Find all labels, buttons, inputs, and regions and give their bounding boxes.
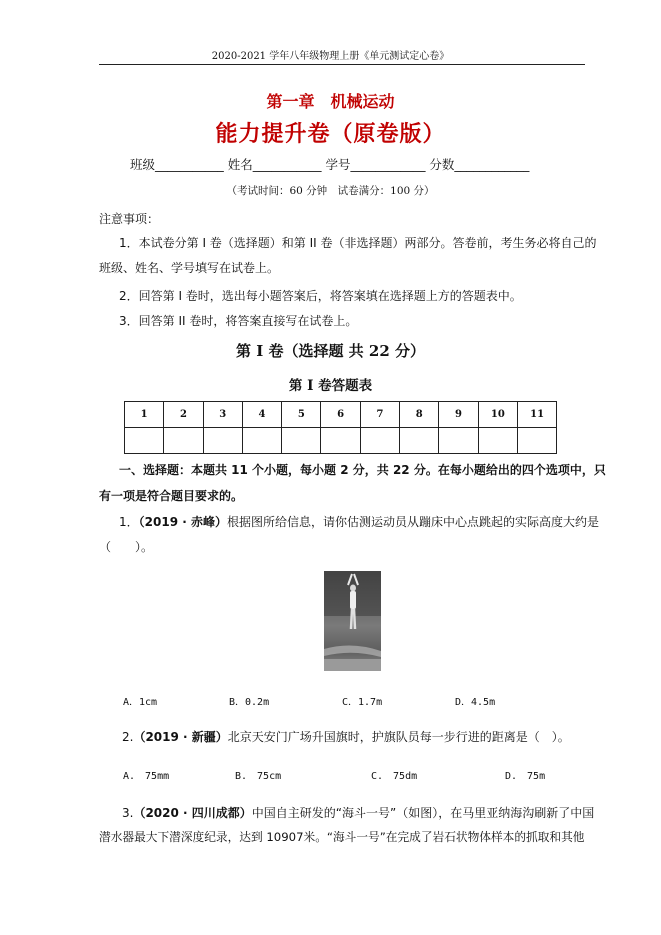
- answer-cell[interactable]: [164, 428, 203, 454]
- notes-heading: 注意事项：: [99, 212, 160, 226]
- answer-col-4: 4: [242, 402, 281, 428]
- exam-info: （考试时间：60 分钟 试卷满分：100 分）: [226, 185, 435, 197]
- answer-col-10: 10: [478, 402, 517, 428]
- answer-col-9: 9: [439, 402, 478, 428]
- question-2-source: （2019 · 新疆）: [133, 730, 228, 744]
- trampoline-photo: [324, 571, 381, 671]
- question-2-option-c[interactable]: C. 75dm: [371, 771, 418, 782]
- question-1-option-a[interactable]: A．1cm: [123, 697, 158, 708]
- question-3-line-2: 潜水器最大下潜深度纪录，达到 10907米。“海斗一号”在完成了岩石状物体样本的抓取和其他: [99, 830, 585, 844]
- answer-col-7: 7: [360, 402, 399, 428]
- answer-cell[interactable]: [439, 428, 478, 454]
- section-title: 第 I 卷（选择题 共 22 分）: [235, 342, 425, 360]
- chapter-title: 第一章 机械运动: [266, 92, 395, 111]
- answer-cell[interactable]: [321, 428, 360, 454]
- choice-intro-line-1: 一、选择题：本题共 11 个小题，每小题 2 分，共 22 分。在每小题给出的四个选项中，只: [119, 463, 606, 477]
- question-1-line-1: [119, 513, 599, 530]
- answer-cell[interactable]: [242, 428, 281, 454]
- notes-item-1-line-2: 班级、姓名、学号填写在试卷上。: [99, 261, 280, 275]
- answer-col-6: 6: [321, 402, 360, 428]
- answer-col-3: 3: [203, 402, 242, 428]
- answer-col-2: 2: [164, 402, 203, 428]
- answer-cell[interactable]: [282, 428, 321, 454]
- question-3-stem: 中国自主研发的“海斗一号”（如图），在马里亚纳海沟刷新了中国: [251, 806, 595, 820]
- answer-cell[interactable]: [360, 428, 399, 454]
- question-1-source: （2019 · 赤峰）: [138, 515, 227, 529]
- question-2-option-b[interactable]: B. 75cm: [235, 771, 282, 782]
- notes-item-2: 2．回答第 I 卷时，选出每小题答案后，将答案填在选择题上方的答题表中。: [119, 289, 522, 303]
- answer-col-1: 1: [125, 402, 164, 428]
- question-2-number: 2.: [122, 730, 134, 744]
- question-2-option-a[interactable]: A. 75mm: [123, 771, 170, 782]
- answer-cell[interactable]: [478, 428, 517, 454]
- answer-table-header-row: [125, 402, 557, 428]
- question-1-stem: 根据图所给信息，请你估测运动员从蹦床中心点跳起的实际高度大约是: [226, 515, 599, 529]
- answer-table-blank-row: [125, 428, 557, 454]
- question-1-number: 1．: [119, 515, 139, 529]
- answer-cell[interactable]: [517, 428, 556, 454]
- question-1-line-2: （ ）。: [99, 540, 154, 554]
- question-2-stem: 北京天安门广场升国旗时，护旗队员每一步行进的距离是（ ）。: [227, 730, 570, 744]
- question-3-line-1: [122, 804, 594, 821]
- answer-cell[interactable]: [400, 428, 439, 454]
- question-1-option-b[interactable]: B．0.2m: [229, 697, 270, 708]
- page-header: 2020-2021 学年八年级物理上册《单元测试定心卷》: [211, 51, 450, 62]
- notes-item-1-line-1: 1．本试卷分第 I 卷（选择题）和第 II 卷（非选择题）两部分。答卷前，考生务必将自己的: [119, 236, 597, 250]
- question-2-option-d[interactable]: D. 75m: [505, 771, 546, 782]
- notes-item-3: 3．回答第 II 卷时，将答案直接写在试卷上。: [119, 314, 358, 328]
- trampoline-athlete-image: [324, 571, 381, 671]
- question-3-source: （2020 · 四川成都）: [133, 806, 252, 820]
- question-3-number: 3.: [122, 806, 134, 820]
- student-info-line: 班级___________ 姓名___________ 学号____________ 分数____________: [130, 157, 530, 172]
- answer-col-11: 11: [517, 402, 556, 428]
- answer-cell[interactable]: [125, 428, 164, 454]
- answer-cell[interactable]: [203, 428, 242, 454]
- question-1-option-c[interactable]: C．1.7m: [342, 697, 383, 708]
- main-title: 能力提升卷（原卷版）: [215, 122, 446, 147]
- question-2-line: [122, 728, 570, 745]
- answer-col-5: 5: [282, 402, 321, 428]
- answer-table-title: 第 I 卷答题表: [288, 378, 373, 394]
- question-1-option-d[interactable]: D．4.5m: [455, 697, 496, 708]
- choice-intro-line-2: 有一项是符合题目要求的。: [99, 489, 244, 503]
- answer-col-8: 8: [400, 402, 439, 428]
- header-rule: [99, 64, 585, 65]
- answer-table: [124, 401, 557, 454]
